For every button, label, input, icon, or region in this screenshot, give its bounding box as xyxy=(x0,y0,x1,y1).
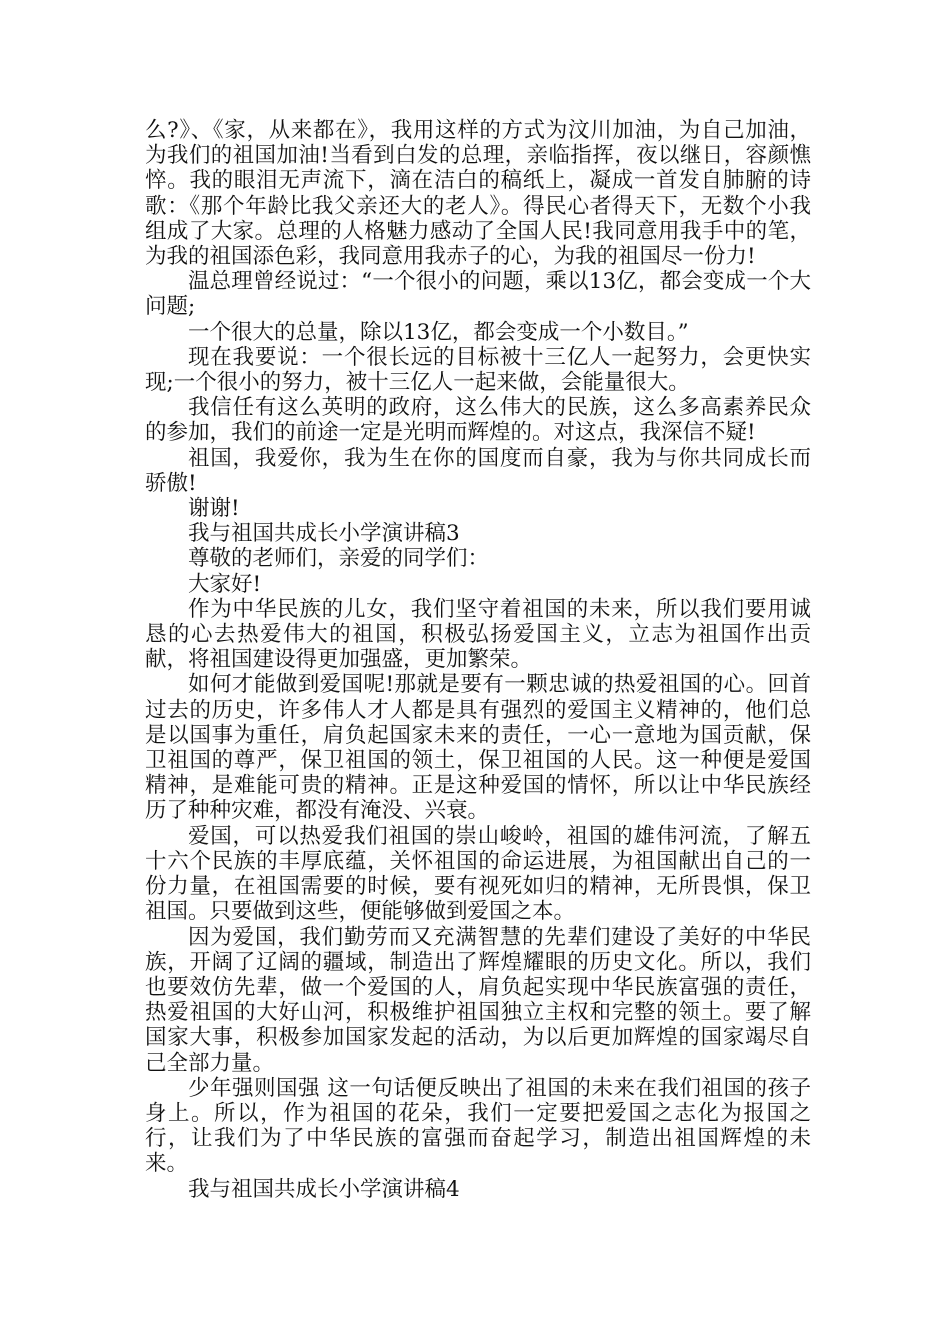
paragraph: 祖国，我爱你，我为生在你的国度而自豪，我为与你共同成长而骄傲! xyxy=(145,445,811,496)
closing-thanks: 谢谢! xyxy=(188,496,240,522)
document-body xyxy=(145,118,811,1202)
paragraph: 温总理曾经说过：“一个很小的问题，乘以13亿，都会变成一个大问题; xyxy=(145,269,811,320)
section-heading: 我与祖国共成长小学演讲稿3 xyxy=(188,521,460,547)
section-heading: 我与祖国共成长小学演讲稿4 xyxy=(188,1176,460,1202)
paragraph: 因为爱国，我们勤劳而又充满智慧的先辈们建设了美好的中华民族，开阔了辽阔的疆域，制造出了辉煌耀眼的历史文化。所以，我们也要效仿先辈，做一个爱国的人，肩负起实现中华民族富强的责任，热爱祖国的大好山河，积极维护祖国独立主权和完整的领土。要了解国家大事，积极参加国家发起的活动，为以后更加辉煌的国家竭尽自己全部力量。 xyxy=(145,924,811,1076)
salutation: 尊敬的老师们，亲爱的同学们： xyxy=(188,546,490,572)
paragraph: 现在我要说：一个很长远的目标被十三亿人一起努力，会更快实现;一个很小的努力，被十三亿人一起来做，会能量很大。 xyxy=(145,344,811,396)
paragraph: 我信任有这么英明的政府，这么伟大的民族，这么多高素养民众的参加，我们的前途一定是光明而辉煌的。对这点，我深信不疑! xyxy=(145,395,811,446)
paragraph: 作为中华民族的儿女，我们坚守着祖国的未来，所以我们要用诚恳的心去热爱伟大的祖国，积极弘扬爱国主义，立志为祖国作出贡献，将祖国建设得更加强盛，更加繁荣。 xyxy=(145,596,811,673)
paragraph: 如何才能做到爱国呢!那就是要有一颗忠诚的热爱祖国的心。回首过去的历史，许多伟人才人都是具有强烈的爱国主义精神的，他们总是以国事为重任，肩负起国家未来的责任，一心一意地为国贡献，保卫祖国的尊严，保卫祖国的领土，保卫祖国的人民。这一种便是爱国精神，是难能可贵的精神。正是这种爱国的情怀，所以让中华民族经历了种种灾难，都没有淹没、兴衰。 xyxy=(145,672,811,824)
paragraph: 少年强则国强 这一句话便反映出了祖国的未来在我们祖国的孩子身上。所以，作为祖国的花朵，我们一定要把爱国之志化为报国之行，让我们为了中华民族的富强而奋起学习，制造出祖国辉煌的未来。 xyxy=(145,1075,811,1177)
paragraph: 么?》、《家，从来都在》，我用这样的方式为汶川加油，为自己加油，为我们的祖国加油!当看到白发的总理，亲临指挥，夜以继日，容颜憔悴。我的眼泪无声流下，滴在洁白的稿纸上，凝成一首发自肺腑的诗歌：《那个年龄比我父亲还大的老人》。得民心者得天下，无数个小我组成了大家。总理的人格魅力感动了全国人民!我同意用我手中的笔，为我的祖国添色彩，我同意用我赤子的心，为我的祖国尽一份力! xyxy=(145,118,811,270)
greeting: 大家好! xyxy=(188,571,262,597)
paragraph: 一个很大的总量，除以13亿，都会变成一个小数目。” xyxy=(188,319,689,345)
paragraph: 爱国，可以热爱我们祖国的崇山峻岭，祖国的雄伟河流，了解五十六个民族的丰厚底蕴，关怀祖国的命运进展，为祖国献出自己的一份力量，在祖国需要的时候，要有视死如归的精神，无所畏惧，保卫祖国。只要做到这些，便能够做到爱国之本。 xyxy=(145,823,811,925)
